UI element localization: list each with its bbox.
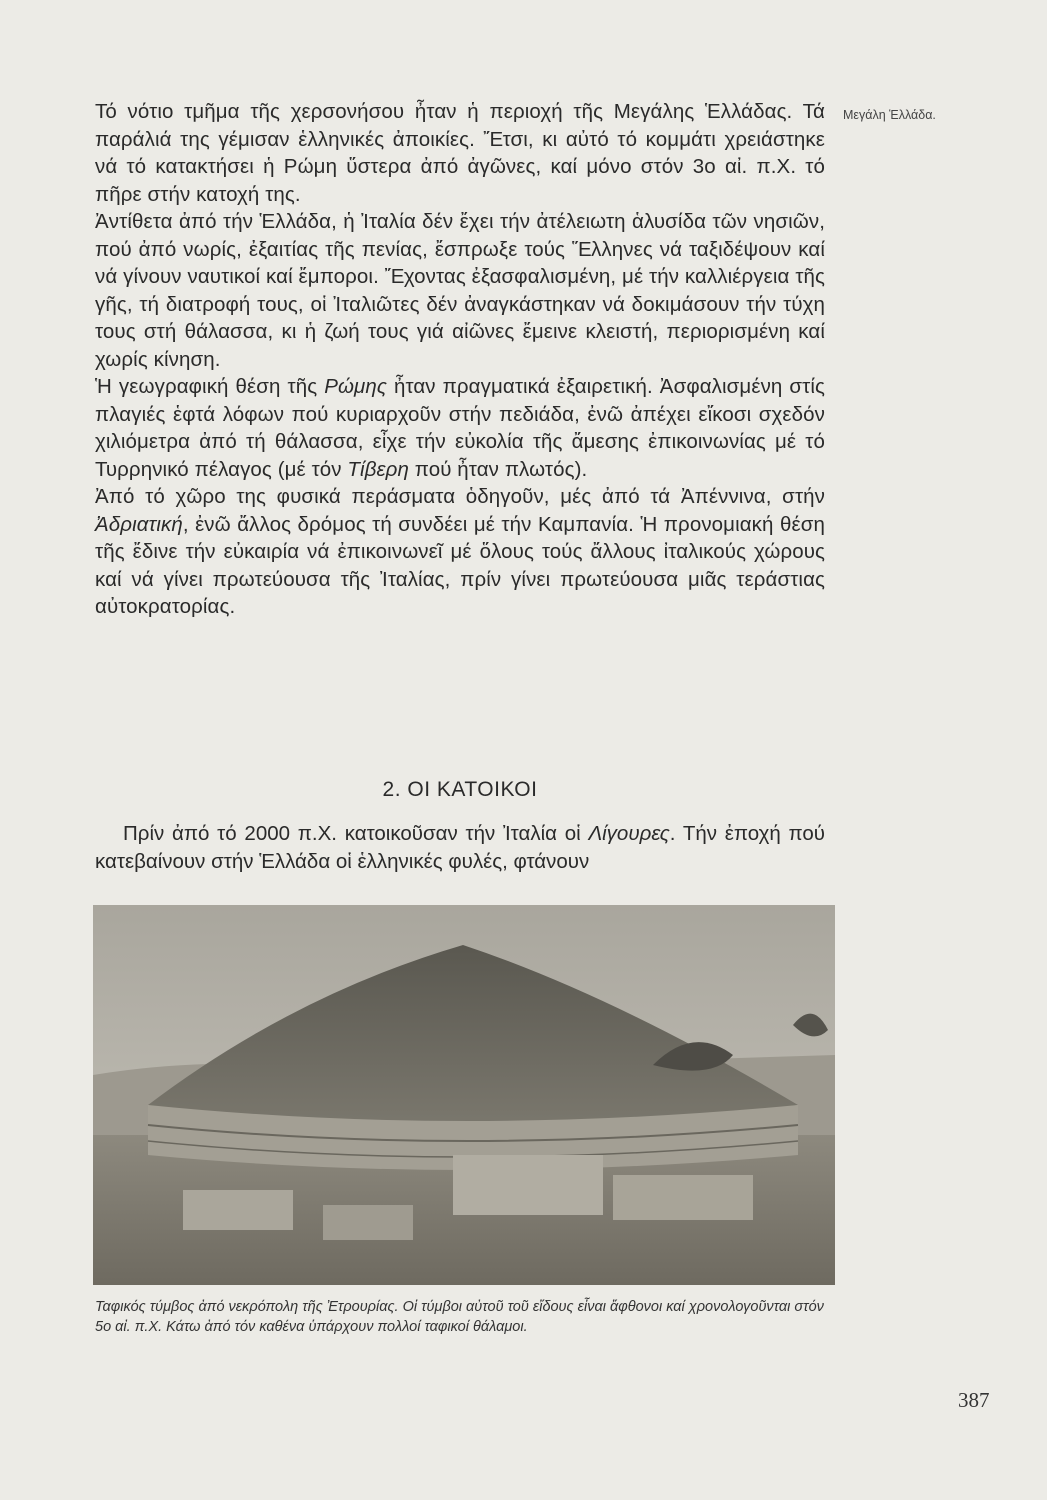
section-heading: 2. ΟΙ ΚΑΤΟΙΚΟΙ bbox=[382, 778, 538, 801]
paragraph-2: Ἀντίθετα ἀπό τήν Ἑλλάδα, ἡ Ἰταλία δέν ἔχει τήν ἀτέλειωτη ἁλυσίδα τῶν νησιῶν, πού ἀπό νωρίς, ἐξαιτίας τῆς πενίας, ἔσπρωξε τούς Ἕλληνες νά ταξιδέψουν καί νά γίνουν ναυτικοί καί ἔμποροι. Ἔχοντας ἐξασφαλισμένη, μέ τήν καλλιέργεια τῆς γῆς, τή διατροφή τους, οἱ Ἰταλιῶτες δέν ἀναγκάστηκαν νά δοκιμάσουν τήν τύχη τους στή θάλασσα, κι ἡ ζωή τους γιά αἰῶνες ἔμεινε κλειστή, περιορισμένη καί χωρίς κίνηση. bbox=[95, 210, 825, 371]
paragraph-3: Ἡ γεωγραφική θέση τῆς Ρώμης ἦταν πραγματικά ἐξαιρετική. Ἀσφαλισμένη στίς πλαγιές ἑφτά λόφων πού κυριαρχοῦν στήν πεδιάδα, ἐνῶ ἀπέχει εἴκοσι σχεδόν χιλιόμετρα ἀπό τή θάλασσα, εἶχε τήν εὐκολία τῆς ἄμεσης ἐπικοινωνίας μέ τό Τυρρηνικό πέλαγος (μέ τόν Τίβερη πού ἦταν πλωτός). bbox=[95, 375, 825, 481]
page-number: 387 bbox=[958, 1388, 990, 1412]
main-text bbox=[95, 98, 825, 621]
paragraph-4: Ἀπό τό χῶρο της φυσικά περάσματα ὁδηγοῦν, μές ἀπό τά Ἀπέννινα, στήν Ἀδριατική, ἐνῶ ἄλλος δρόμος τή συνδέει μέ τήν Καμπανία. Ἡ προνομιακή θέση τῆς ἔδινε τήν εὐκαιρία νά ἐπικοινωνεῖ μέ ὅλους τούς ἄλλους ἰταλικούς χώρους καί νά γίνει πρωτεύουσα τῆς Ἰταλίας, πρίν γίνει πρωτεύουσα μιᾶς τεράστιας αὐτοκρατορίας. bbox=[95, 485, 825, 618]
photo-caption: Ταφικός τύμβος ἀπό νεκρόπολη τῆς Ἐτρουρίας. Οἱ τύμβοι αὐτοῦ τοῦ εἴδους εἶναι ἄφθονοι καί χρονολογοῦνται στόν 5ο αἰ. π.Χ. Κάτω ἀπό τόν καθένα ὑπάρχουν πολλοί ταφικοί θάλαμοι. bbox=[95, 1299, 824, 1335]
margin-note: Μεγάλη Ἑλλάδα. bbox=[843, 108, 936, 122]
tumulus-illustration bbox=[93, 905, 835, 1285]
paragraph-1: Τό νότιο τμῆμα τῆς χερσονήσου ἦταν ἡ περιοχή τῆς Μεγάλης Ἑλλάδας. Τά παράλιά της γέμισαν ἑλληνικές ἀποικίες. Ἔτσι, κι αὐτό τό κομμάτι χρειάστηκε νά τό κατακτήσει ἡ Ρώμη ὕστερα ἀπό ἀγῶνες, καί μόνο στόν 3ο αἰ. π.Χ. τό πῆρε στήν κατοχή της. bbox=[95, 100, 825, 206]
section-paragraph: Πρίν ἀπό τό 2000 π.Χ. κατοικοῦσαν τήν Ἰταλία οἱ Λίγουρες. Τήν ἐποχή πού κατεβαίνουν στήν Ἑλλάδα οἱ ἑλληνικές φυλές, φτάνουν bbox=[95, 822, 826, 873]
tumulus-photo bbox=[93, 905, 835, 1285]
